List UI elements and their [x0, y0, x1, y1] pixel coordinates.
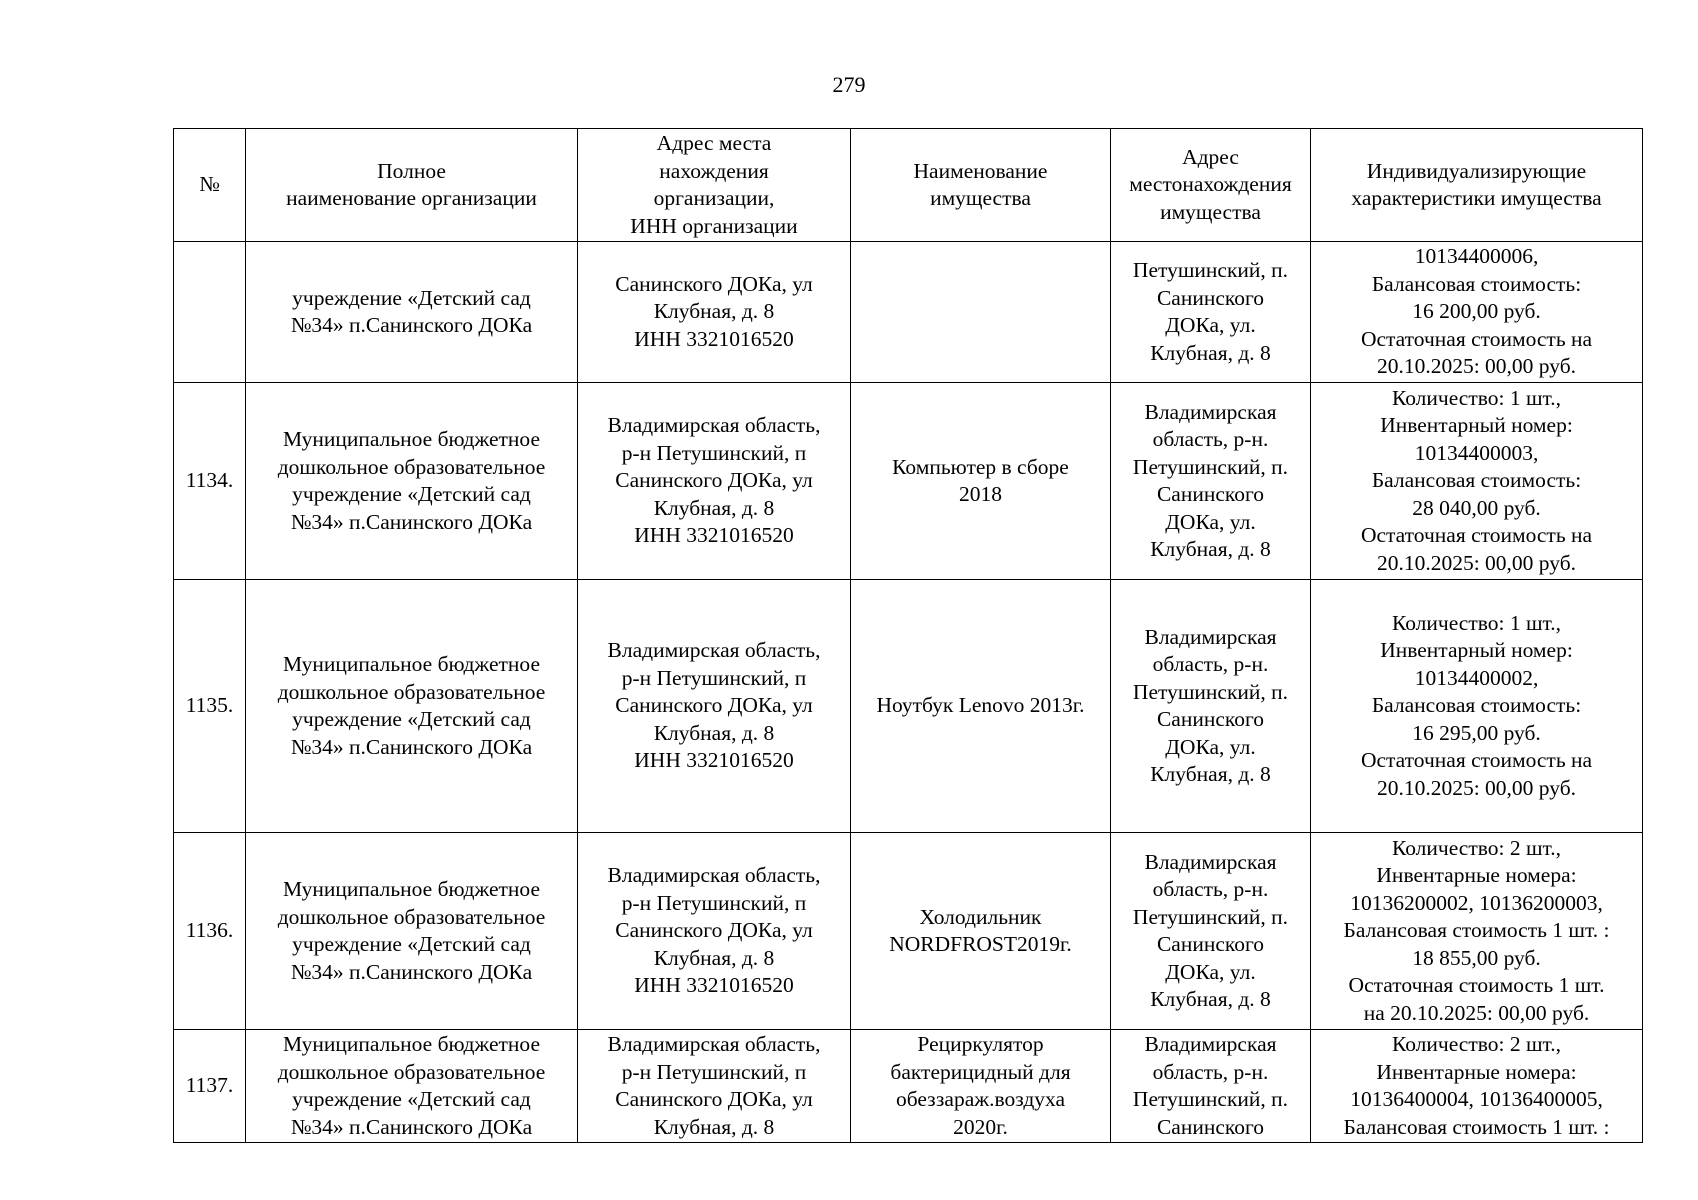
table-row: [174, 1030, 1643, 1143]
row-number: [174, 242, 246, 383]
property-address-cell: Владимирская область, р-н. Петушинский, п. Санинского: [1111, 1030, 1311, 1143]
organization-cell: Муниципальное бюджетное дошкольное образовательное учреждение «Детский сад №34» п.Санинского ДОКа: [246, 833, 578, 1030]
table-row: [174, 242, 1643, 383]
table-row: [174, 383, 1643, 580]
organization-cell: Муниципальное бюджетное дошкольное образовательное учреждение «Детский сад №34» п.Санинского ДОКа: [246, 1030, 578, 1143]
property-name-cell: Ноутбук Lenovo 2013г.: [851, 580, 1111, 833]
property-name-cell: [851, 242, 1111, 383]
page-number: 279: [832, 72, 866, 97]
organization-cell: Муниципальное бюджетное дошкольное образовательное учреждение «Детский сад №34» п.Санинского ДОКа: [246, 580, 578, 833]
organization-cell: Муниципальное бюджетное дошкольное образовательное учреждение «Детский сад №34» п.Санинского ДОКа: [246, 383, 578, 580]
property-name-cell: Компьютер в сборе 2018: [851, 383, 1111, 580]
table-row: [174, 833, 1643, 1030]
property-address-cell: Владимирская область, р-н. Петушинский, п. Санинского ДОКа, ул. Клубная, д. 8: [1111, 580, 1311, 833]
characteristics-cell: Количество: 2 шт., Инвентарные номера: 10136400004, 10136400005, Балансовая стоимость 1 шт. :: [1311, 1030, 1643, 1143]
property-registry-table: [173, 128, 1643, 1143]
org-address-cell: Владимирская область, р-н Петушинский, п Санинского ДОКа, ул Клубная, д. 8 ИНН 3321016520: [578, 833, 851, 1030]
header-characteristics: Индивидуализирующие характеристики имущества: [1311, 129, 1643, 242]
property-name-cell: Холодильник NORDFROST2019г.: [851, 833, 1111, 1030]
table-row: [174, 580, 1643, 833]
row-number: 1134.: [174, 383, 246, 580]
property-address-cell: Владимирская область, р-н. Петушинский, п. Санинского ДОКа, ул. Клубная, д. 8: [1111, 383, 1311, 580]
property-address-cell: Петушинский, п. Санинского ДОКа, ул. Клубная, д. 8: [1111, 242, 1311, 383]
header-number: №: [174, 129, 246, 242]
row-number: 1135.: [174, 580, 246, 833]
org-address-cell: Владимирская область, р-н Петушинский, п Санинского ДОКа, ул Клубная, д. 8 ИНН 3321016520: [578, 383, 851, 580]
characteristics-cell: Количество: 1 шт., Инвентарный номер: 10134400002, Балансовая стоимость: 16 295,00 руб. Остаточная стоимость на 20.10.2025: 00,00 руб.: [1311, 580, 1643, 833]
org-address-cell: Санинского ДОКа, ул Клубная, д. 8 ИНН 3321016520: [578, 242, 851, 383]
org-address-cell: Владимирская область, р-н Петушинский, п Санинского ДОКа, ул Клубная, д. 8: [578, 1030, 851, 1143]
header-organization: Полное наименование организации: [246, 129, 578, 242]
characteristics-cell: 10134400006, Балансовая стоимость: 16 200,00 руб. Остаточная стоимость на 20.10.2025: 00,00 руб.: [1311, 242, 1643, 383]
org-address-cell: Владимирская область, р-н Петушинский, п Санинского ДОКа, ул Клубная, д. 8 ИНН 3321016520: [578, 580, 851, 833]
header-property-name: Наименование имущества: [851, 129, 1111, 242]
table-header-row: [174, 129, 1643, 242]
characteristics-cell: Количество: 2 шт., Инвентарные номера: 10136200002, 10136200003, Балансовая стоимость 1 шт. : 18 855,00 руб. Остаточная стоимость 1 шт. на 20.10.2025: 00,00 руб.: [1311, 833, 1643, 1030]
header-org-address: Адрес места нахождения организации, ИНН организации: [578, 129, 851, 242]
header-property-address: Адрес местонахождения имущества: [1111, 129, 1311, 242]
property-name-cell: Рециркулятор бактерицидный для обеззараж.воздуха 2020г.: [851, 1030, 1111, 1143]
row-number: 1136.: [174, 833, 246, 1030]
characteristics-cell: Количество: 1 шт., Инвентарный номер: 10134400003, Балансовая стоимость: 28 040,00 руб. Остаточная стоимость на 20.10.2025: 00,00 руб.: [1311, 383, 1643, 580]
row-number: 1137.: [174, 1030, 246, 1143]
organization-cell: учреждение «Детский сад №34» п.Санинского ДОКа: [246, 242, 578, 383]
property-address-cell: Владимирская область, р-н. Петушинский, п. Санинского ДОКа, ул. Клубная, д. 8: [1111, 833, 1311, 1030]
